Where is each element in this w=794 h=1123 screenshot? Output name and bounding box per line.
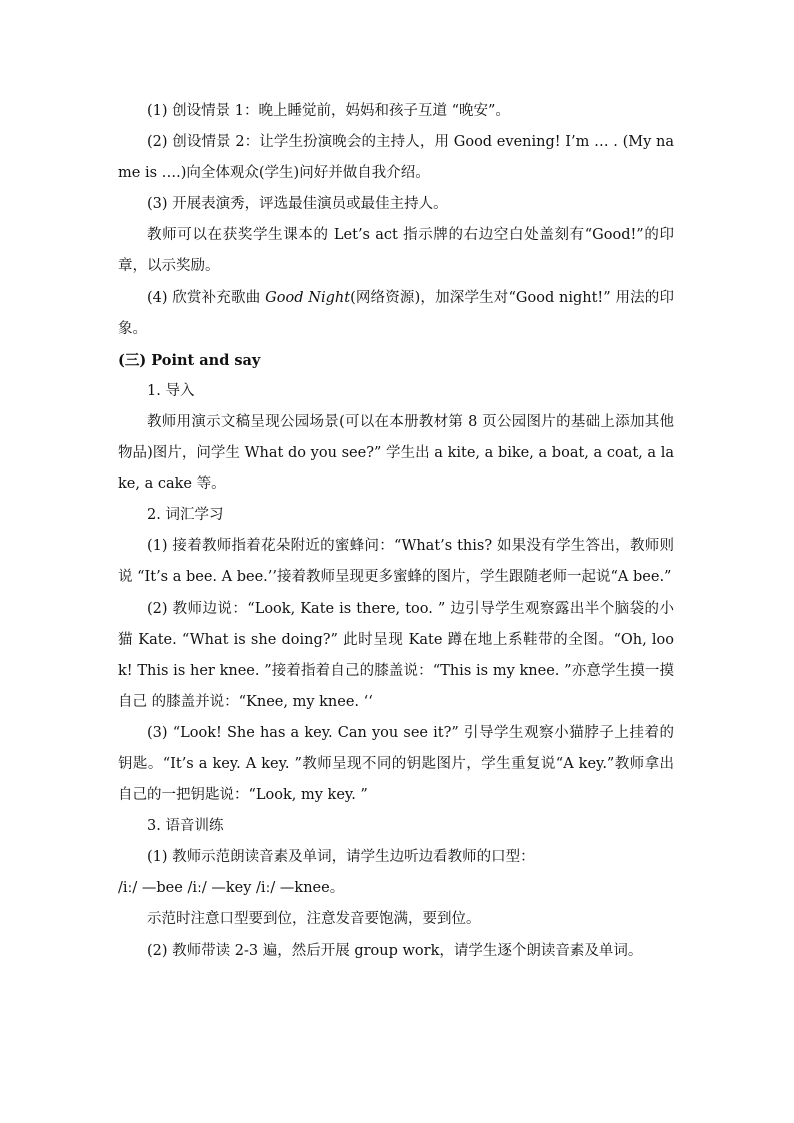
step-2-title: 2. 词汇学习 (147, 507, 224, 524)
song-title: Good Night (265, 289, 351, 306)
step-3-note: 示范时注意口型要到位，注意发音要饱满，要到位。 (147, 911, 481, 928)
step-1-title: 1. 导入 (147, 382, 195, 399)
step-2-item-3: (3) “Look! She has a key. Can you see it?” 引导学生观察小猫脖子上挂着的钥匙。“It’s a key. A key. ”教师呈现不同的钥匙图片，学生重复说“A key.”教师拿出自己的一把钥匙说：“Look, my key. ” (118, 724, 674, 804)
song-rest: (网络资源)，加深学生对“Good night!” 用法的印象。 (118, 289, 674, 337)
document-page (118, 96, 674, 967)
step-3-item-1: (1) 教师示范朗读音素及单词，请学生边听边看教师的口型： (147, 849, 535, 866)
paragraph-show: (3) 开展表演秀，评选最佳演员或最佳主持人。 (147, 196, 448, 213)
paragraph-song (118, 283, 674, 345)
paragraph-reward: 教师可以在获奖学生课本的 Let’s act 指示牌的右边空白处盖刻有“Good!”的印章，以示奖励。 (118, 227, 674, 275)
paragraph-scene-2: (2) 创设情景 2：让学生扮演晚会的主持人，用 Good evening! I’m … . (My name is ….)向全体观众(学生)问好并做自我介绍。 (118, 134, 674, 182)
step-2-item-1: (1) 接着教师指着花朵附近的蜜蜂问：“What’s this? 如果没有学生答出，教师则说 “It’s a bee. A bee.’’接着教师呈现更多蜜蜂的图片，学生跟随老师一起说“A bee.” (118, 538, 674, 586)
paragraph-scene-1: (1) 创设情景 1：晚上睡觉前，妈妈和孩子互道 “晚安”。 (147, 103, 510, 119)
song-intro: (4) 欣赏补充歌曲 (147, 289, 266, 306)
step-1-text: 教师用演示文稿呈现公园场景(可以在本册教材第 8 页公园图片的基础上添加其他物品)图片，问学生 What do you see?” 学生出 a kite, a bike, a boat, a coat, a lake, a cake 等。 (118, 413, 674, 493)
step-3-item-2: (2) 教师带读 2-3 遍，然后开展 group work，请学生逐个朗读音素及单词。 (147, 942, 643, 959)
step-3-title: 3. 语音训练 (147, 818, 224, 835)
phoneme-line: /iː/ —bee /iː/ —key /iː/ —knee。 (118, 880, 345, 897)
section-heading-point-and-say: (三) Point and say (118, 351, 261, 369)
step-2-item-2: (2) 教师边说：“Look, Kate is there, too. ” 边引导学生观察露出半个脑袋的小猫 Kate. “What is she doing?” 此时呈现 Kate 蹲在地上系鞋带的全图。“Oh, look! This is her knee. ”接着指着自己的膝盖说：“This is my knee. ”亦意学生摸一摸自己 的膝盖并说：“Knee, my knee. ‘‘ (118, 600, 674, 710)
